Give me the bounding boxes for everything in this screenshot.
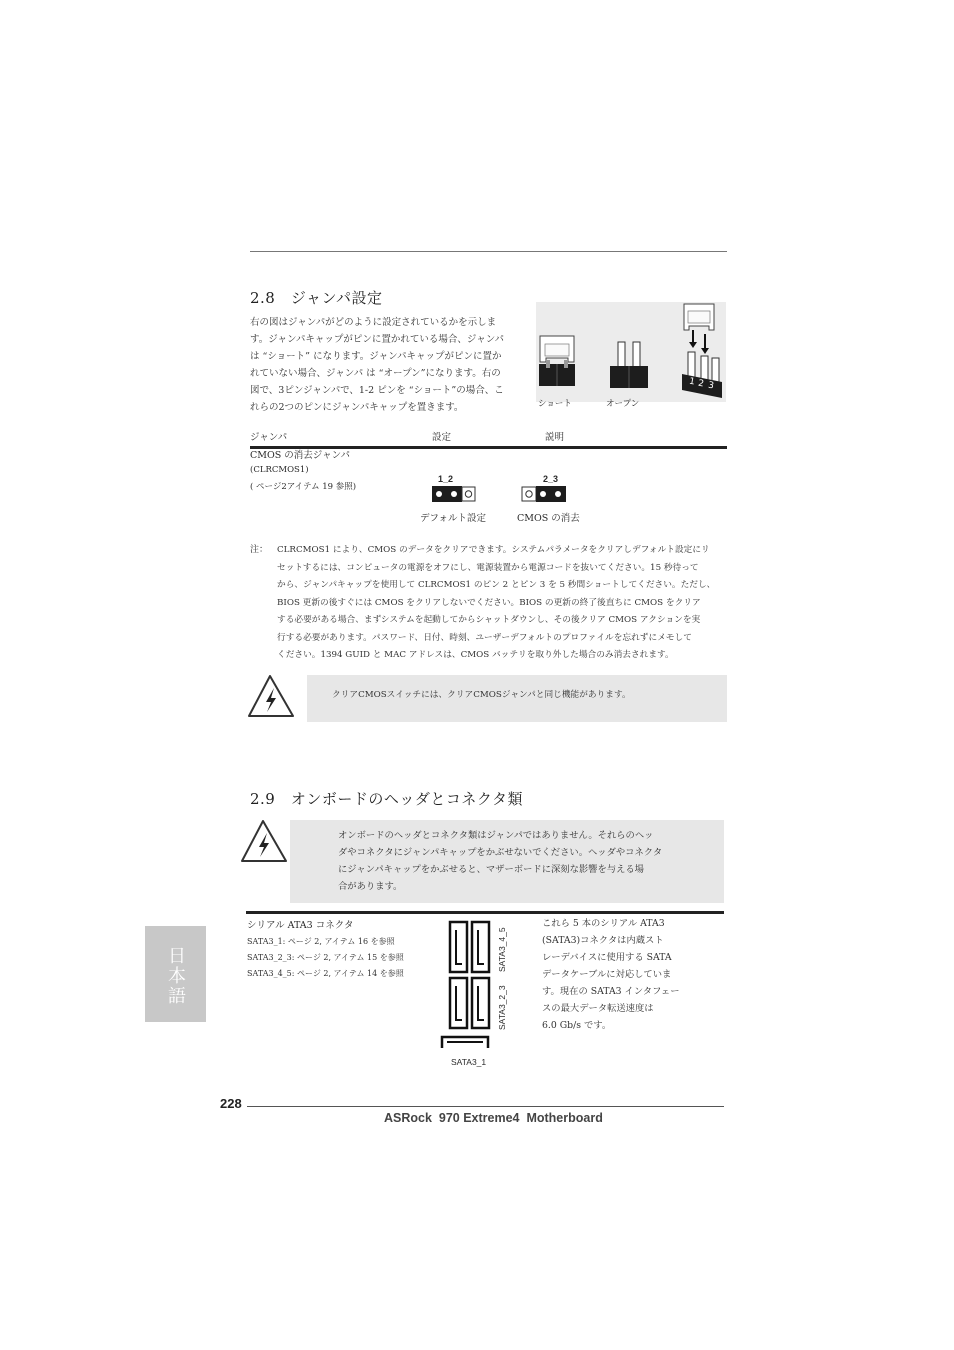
default-pin-header bbox=[432, 486, 476, 502]
note-line: セットするには、コンピュータの電源をオフにし、電源装置から電源コードを抜いてください。15 秒待って bbox=[277, 562, 699, 573]
warning-line: ダやコネクタにジャンパキャップをかぶせないでください。ヘッダやコネクタ bbox=[338, 847, 663, 858]
sata-ref: SATA3_1: ページ 2, アイテム 16 を参照 bbox=[247, 937, 395, 946]
pin-number-1: 1 bbox=[688, 376, 696, 388]
default-setting-label: デフォルト設定 bbox=[420, 513, 487, 524]
table-header-description: 説明 bbox=[545, 432, 565, 443]
footer-rule bbox=[247, 1106, 724, 1107]
warning-icon bbox=[239, 817, 291, 865]
jumper-name: CMOS の消去ジャンパ bbox=[250, 450, 350, 461]
table-header-jumper: ジャンパ bbox=[250, 432, 288, 443]
sata3-4-5-label: SATA3_4_5 bbox=[497, 927, 507, 972]
jumper-ref: ( ページ2アイテム 19 参照) bbox=[250, 482, 357, 492]
warning-line: 合があります。 bbox=[338, 881, 403, 892]
sata-desc-line: レーデバイスに使用する SATA bbox=[542, 952, 672, 963]
sata-desc-line: これら 5 本のシリアル ATA3 bbox=[542, 918, 665, 929]
short-label: ショート bbox=[538, 399, 572, 409]
note-line: ください。1394 GUID と MAC アドレスは、CMOS バッテリを取り外した場合のみ消去されます。 bbox=[277, 650, 674, 660]
section-2-8-title: 2.8 ジャンパ設定 bbox=[250, 289, 383, 307]
clear-pins-label: 2_3 bbox=[543, 474, 559, 484]
intro-line: は “ショート” になります。ジャンパキャップがピンに置か bbox=[250, 351, 502, 362]
clear-pin-header bbox=[521, 486, 567, 502]
pin-number-2: 2 bbox=[697, 378, 705, 390]
warning-icon bbox=[246, 672, 298, 720]
sata-table-rule bbox=[246, 911, 724, 914]
intro-line: 図で、3ピンジャンパで、1-2 ピンを “ショート”の場合、こ bbox=[250, 385, 504, 396]
footer-model: ASRock 970 Extreme4 Motherboard bbox=[384, 1111, 603, 1125]
sata3-2-3-label: SATA3_2_3 bbox=[497, 985, 507, 1030]
sata-description bbox=[542, 915, 680, 1034]
intro-line: す。ジャンパキャップがピンに置かれている場合、ジャンパ bbox=[250, 334, 505, 345]
page-number: 228 bbox=[220, 1096, 242, 1111]
section-2-8-intro bbox=[250, 314, 535, 416]
note-label: 注： bbox=[250, 545, 269, 555]
warning-line: オンボードのヘッダとコネクタ類はジャンパではありません。それらのヘッ bbox=[338, 830, 654, 841]
section-2-9-title: 2.9 オンボードのヘッダとコネクタ類 bbox=[250, 790, 524, 808]
short-jumper-illustration bbox=[539, 336, 575, 386]
warning-text-headers bbox=[338, 827, 662, 895]
note-line: 行する必要があります。パスワード、日付、時刻、ユーザーデフォルトのプロファイルを忘れずにメモして bbox=[277, 632, 692, 643]
warning-line: にジャンパキャップをかぶせると、マザーボードに深刻な影響を与える場 bbox=[338, 864, 644, 875]
open-jumper-illustration bbox=[610, 342, 648, 388]
language-side-tab bbox=[145, 926, 206, 1022]
jumper-code: (CLRCMOS1) bbox=[250, 465, 309, 475]
language-side-tab-label: 日本語 bbox=[165, 946, 186, 1006]
note-line: する必要がある場合、まずシステムを起動してからシャットダウンし、その後クリア CMOS アクションを実 bbox=[277, 615, 701, 625]
intro-line: れていない場合、ジャンパ は “オープン”になります。右の bbox=[250, 368, 501, 379]
pin-number-3: 3 bbox=[707, 380, 715, 392]
note-line: から、ジャンパキャップを使用して CLRCMOS1 のピン 2 とピン 3 を 5 秒間ショートしてください。ただし、 bbox=[277, 580, 716, 590]
note-line: CLRCMOS1 により、CMOS のデータをクリアできます。システムパラメータをクリアしデフォルト設定にリ bbox=[277, 545, 710, 555]
sata-refs bbox=[247, 934, 404, 982]
clear-cmos-label: CMOS の消去 bbox=[517, 513, 580, 524]
sata3-1-label: SATA3_1 bbox=[451, 1057, 487, 1067]
sata-desc-line: (SATA3)コネクタは内蔵スト bbox=[542, 935, 664, 946]
sata-heading: シリアル ATA3 コネクタ bbox=[247, 920, 354, 931]
sata-desc-line: データケーブルに対応していま bbox=[542, 969, 672, 980]
open-label: オープン bbox=[606, 399, 640, 409]
sata-desc-line: 6.0 Gb/s です。 bbox=[542, 1020, 612, 1031]
note-line: BIOS 更新の後すぐには CMOS をクリアしないでください。BIOS の更新の終了後直ちに CMOS をクリア bbox=[277, 597, 701, 608]
warning-text-cmos: クリアCMOSスイッチには、クリアCMOSジャンパと同じ機能があります。 bbox=[332, 690, 631, 700]
sata-desc-line: す。現在の SATA3 インタフェー bbox=[542, 986, 680, 997]
sata-ref: SATA3_4_5: ページ 2, アイテム 14 を参照 bbox=[247, 969, 404, 978]
sata-desc-line: スの最大データ転送速度は bbox=[542, 1003, 654, 1014]
jumper-figure bbox=[536, 302, 726, 402]
table-header-setting: 設定 bbox=[432, 432, 452, 443]
header-rule bbox=[250, 251, 727, 252]
intro-line: 右の図はジャンパがどのように設定されているかを示しま bbox=[250, 317, 497, 328]
sata-ref: SATA3_2_3: ページ 2, アイテム 15 を参照 bbox=[247, 953, 404, 962]
intro-line: れらの2つのピンにジャンパキャップを置きます。 bbox=[250, 402, 464, 413]
note-text bbox=[277, 542, 729, 665]
default-pins-label: 1_2 bbox=[438, 474, 454, 484]
